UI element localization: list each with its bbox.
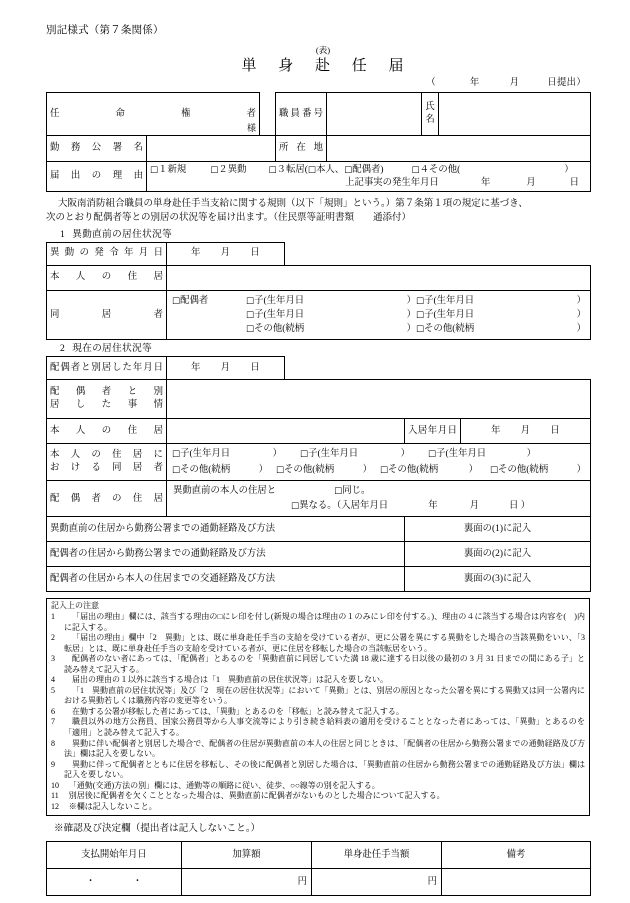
- column-header-remarks: 備考: [442, 842, 591, 869]
- section1-own-residence-label: 本 人 の 住 居: [47, 265, 167, 290]
- s2-other-2-close: ）: [362, 465, 372, 476]
- checkbox-reason-move[interactable]: □ ３転居(: [269, 165, 308, 175]
- separation-date-label: 配偶者と別居した年月日: [47, 357, 167, 380]
- note-number: 7: [51, 717, 55, 727]
- section2-cohabitant-label: [47, 444, 167, 481]
- separation-date-year: 年: [190, 362, 201, 373]
- title-block: [46, 45, 590, 75]
- order-date-month: 月: [220, 248, 231, 259]
- s2-child-3-close: ）: [526, 449, 536, 460]
- submit-month-label: 月: [509, 77, 520, 88]
- form-code: 別記様式（第７条関係）: [46, 25, 164, 36]
- cohabitant-label: 同 居 者: [47, 290, 167, 339]
- s2-child-1-close: ）: [272, 449, 282, 460]
- note-text: 職員以外の地方公務員、国家公務員等から人事交流等により引き続き給料表の適用を受けることとなった者にあっては、「異動」とあるのを「適用」と読み替えて記入する。: [64, 717, 585, 737]
- column-header-pay-start: 支払開始年月日: [47, 842, 182, 869]
- others-row: [170, 462, 587, 478]
- table-row: [47, 444, 591, 481]
- statement-line-1: 大阪南消防組合職員の単身赴任手当支給に関する規則（以下「規則」という。）第７条第１項の規定に基づき、: [58, 199, 528, 210]
- table-row: [47, 357, 591, 380]
- office-location-field[interactable]: [327, 135, 591, 161]
- table-header-row: [47, 842, 591, 869]
- confirm-table: [46, 841, 591, 896]
- list-item: [51, 686, 585, 707]
- s2-child-2-close: ）: [400, 449, 410, 460]
- spouse-residence-line1: [173, 484, 584, 499]
- note-number: 9: [51, 759, 55, 769]
- note-text: 別居後に配偶者を欠くこととなった場合は、異動直前に配偶者がないものとした場合について記入する。: [68, 791, 445, 801]
- checkbox-child-3[interactable]: □ 子(生年月日: [246, 310, 304, 320]
- checkbox-reason-move-self[interactable]: □ 本人、: [308, 165, 344, 175]
- other-1-close-paren: ）: [406, 323, 416, 334]
- route-value-3[interactable]: 裏面の(3)に記入: [405, 567, 591, 592]
- s2-other-4-close: ）: [576, 465, 586, 476]
- note-text: 在勤する公署が移転した者にあっては、「異動」とあるのを「移転」と読み替えて記入する。: [72, 706, 404, 716]
- checkbox-other-1[interactable]: □ その他(続柄: [246, 324, 304, 334]
- separation-date-month: 月: [220, 362, 231, 373]
- table-row: [47, 290, 591, 339]
- checkbox-child-1[interactable]: □ 子(生年月日: [246, 296, 304, 306]
- section1-number: 1: [60, 228, 66, 240]
- circumstances-label: [47, 380, 167, 419]
- s2-other-1-close: ）: [258, 465, 268, 476]
- separation-date-field[interactable]: [167, 357, 285, 380]
- circumstances-field[interactable]: [167, 380, 591, 419]
- notes-title: 記入上の注意: [51, 601, 99, 611]
- order-date-day: 日: [250, 248, 261, 259]
- list-item: [172, 322, 585, 336]
- section2-own-residence-field[interactable]: [167, 419, 405, 444]
- note-number: 12: [51, 801, 59, 811]
- checkbox-child-2[interactable]: □ 子(生年月日: [416, 296, 474, 306]
- employee-no-field[interactable]: [327, 93, 422, 136]
- table-row: [47, 380, 591, 419]
- route-label-1: 異動直前の住居から勤務公署までの通勤経路及び方法: [47, 517, 405, 542]
- office-location-label: 所 在 地: [276, 135, 327, 161]
- event-date-label: 上記事実の発生年月日: [345, 177, 439, 188]
- table-row: [47, 93, 591, 114]
- reason-cell: [147, 161, 591, 191]
- checkbox-s2-other-3[interactable]: □ その他(続柄: [380, 465, 438, 475]
- table-row: [47, 567, 591, 592]
- employee-no-label: 職員番号: [276, 93, 327, 136]
- section2-heading: [60, 343, 590, 355]
- section1-heading: [60, 229, 590, 241]
- confirm-heading: ※確認及び決定欄（提出者は記入しないこと。）: [54, 823, 261, 835]
- movein-date-field[interactable]: [461, 419, 591, 444]
- checkbox-s2-other-2[interactable]: □ その他(続柄: [276, 465, 334, 475]
- s2-other-3-close: ）: [468, 465, 478, 476]
- event-date-day: 日: [569, 177, 580, 188]
- list-item: [51, 612, 585, 633]
- list-item: [51, 633, 593, 654]
- section1-title: 異動直前の居住状況等: [72, 228, 173, 240]
- office-name-label: 勤 務 公 署 名: [47, 135, 147, 161]
- table-row: [47, 419, 591, 444]
- list-item: [51, 802, 585, 813]
- order-date-field[interactable]: [167, 242, 285, 265]
- note-number: 11: [51, 791, 59, 801]
- spouse-diff-year: 年: [428, 500, 438, 511]
- cell-addition-amount[interactable]: 円: [182, 869, 312, 896]
- route-value-1[interactable]: 裏面の(1)に記入: [405, 517, 591, 542]
- table-row: [47, 542, 591, 567]
- submit-year-label: 年: [469, 77, 480, 88]
- list-item: [51, 739, 585, 760]
- child-2-close-paren: ）: [576, 295, 586, 306]
- section2-own-residence-label: 本 人 の 住 居: [47, 419, 167, 444]
- list-item: [51, 781, 585, 792]
- reason-options-row: [150, 164, 587, 177]
- movein-year: 年: [490, 425, 501, 436]
- sama-suffix: 様: [247, 122, 257, 133]
- movein-month: 月: [520, 425, 531, 436]
- checkbox-reason-new[interactable]: □ １新規: [150, 165, 186, 175]
- note-text: 「届出の理由」欄中「2 異動」とは、既に単身赴任手当の支給を受けている者が、更に公署を異にする異動をした場合の当該異動をいい、「3 転居」とは、既に単身赴任手当の支給を受けている者が、更に住居を移転した場合の当該転居をいう。: [64, 633, 593, 653]
- section2-title: 現在の居住状況等: [72, 343, 153, 355]
- appointer-label: 任命権者: [50, 108, 257, 119]
- identification-table: [46, 92, 591, 192]
- children-row: [170, 446, 587, 462]
- note-text: 「届出の理由」欄には、該当する理由の□にレ印を付し(新規の場合は理由の１のみにレ印を付する。)、理由の４に該当する場合は内容を( )内に記入する。: [64, 611, 585, 632]
- note-number: 8: [51, 738, 55, 748]
- spouse-diff-month: 月: [469, 500, 479, 511]
- checkbox-reason-transfer[interactable]: □ ２異動: [210, 165, 246, 175]
- name-field[interactable]: [439, 93, 591, 136]
- statement-line-2: 次のとおり配偶者等との別居の状況等を届け出ます。（住民票等証明書類 通添付）: [46, 213, 411, 223]
- list-item: [172, 294, 585, 308]
- spouse-residence-cell: [167, 481, 591, 517]
- cohabitant-grid: [170, 293, 587, 337]
- route-label-3: 配偶者の住居から本人の住居までの交通経路及び方法: [47, 567, 405, 592]
- note-text: ※欄は記入しないこと。: [68, 801, 157, 811]
- checkbox-s2-child-2[interactable]: □ 子(生年月日: [300, 449, 358, 459]
- spouse-residence-lead: 異動直前の本人の住居と: [173, 486, 277, 497]
- note-number: 1: [51, 611, 55, 621]
- event-date-month: 月: [526, 177, 536, 188]
- checkbox-spouse[interactable]: □ 配偶者: [172, 294, 246, 308]
- child-3-close-paren: ）: [406, 309, 416, 320]
- appointer-cell: [47, 93, 260, 136]
- note-number: 4: [51, 675, 55, 685]
- checkbox-s2-other-1[interactable]: □ その他(続柄: [172, 465, 230, 475]
- spouse-residence-line2: [173, 499, 584, 514]
- notes-box: [46, 598, 593, 816]
- separation-date-day: 日: [250, 362, 261, 373]
- checkbox-other-2[interactable]: □ その他(続柄: [416, 324, 474, 334]
- circumstances-label-line1: 配 偶 者 と 別: [50, 387, 163, 398]
- order-date-year: 年: [190, 248, 201, 259]
- title-sub-label: (表): [315, 45, 331, 56]
- section1-table: [46, 242, 591, 340]
- checkbox-reason-other[interactable]: □ ４その他(: [412, 165, 461, 175]
- section2-cohabitant-label-line1: 本人の住居に: [50, 450, 163, 461]
- table-row: [47, 135, 591, 161]
- table-row: [47, 161, 591, 191]
- checkbox-s2-child-1[interactable]: □ 子(生年月日: [172, 449, 230, 459]
- list-item: [172, 308, 585, 322]
- statement-paragraph: [46, 198, 590, 226]
- spouse-residence-label: 配偶者の住居: [47, 481, 167, 517]
- note-number: 6: [51, 706, 55, 716]
- circumstances-label-line2: 居 し た 事 情: [50, 400, 163, 411]
- cell-allowance-amount[interactable]: 円: [312, 869, 442, 896]
- list-item: [51, 707, 585, 718]
- table-row: [47, 517, 591, 542]
- list-item: [51, 654, 585, 675]
- note-text: 「1 異動直前の居住状況等」及び「2 現在の居住状況等」において「異動」とは、別居の原因となった公署を異にする異動又は同一公署内における異動若しくは職務内容の変更等をいう。: [64, 685, 585, 706]
- child-1-close-paren: ）: [406, 295, 416, 306]
- note-number: 10: [51, 780, 59, 790]
- office-name-field[interactable]: [147, 135, 276, 161]
- section2-table: [46, 356, 591, 592]
- cohabitant-cell: [167, 290, 591, 339]
- list-item: [51, 791, 585, 802]
- note-text: 配偶者のない者にあっては、「配偶者」とあるのを「異動直前に同居していた満 18 歳に達する日以後の最初の 3 月 31 日までの間にある子」と読み替えて記入する。: [64, 654, 585, 674]
- submit-open-paren: （: [426, 77, 436, 88]
- list-item: [51, 760, 585, 781]
- table-row: [47, 265, 591, 290]
- cell-remarks[interactable]: [442, 869, 591, 896]
- note-text: 「通勤(交通)方法の別」欄には、通勤等の順路に従い、徒歩、○○線等の別を記入する。: [68, 780, 380, 790]
- checkbox-spouse-same[interactable]: □ 同じ。: [334, 486, 370, 496]
- table-row: [47, 869, 591, 896]
- submission-date-line: [46, 78, 590, 90]
- order-date-label: 異 動 の 発 令 年 月 日: [47, 242, 167, 265]
- note-text: 届出の理由の１以外に該当する場合は「1 異動直前の居住状況等」は記入を要しない。: [72, 675, 388, 685]
- note-text: 異動に伴って配偶者とともに住居を移転し、その後に配偶者と別居した場合は、「異動直前の住居から勤務公署までの通勤経路及び方法」欄は記入を要しない。: [64, 759, 585, 780]
- page-title: 単 身 赴 任 届: [241, 57, 413, 74]
- submit-day-label: 日提出）: [547, 77, 586, 88]
- movein-day: 日: [550, 425, 561, 436]
- route-value-2[interactable]: 裏面の(2)に記入: [405, 542, 591, 567]
- spouse-diff-day: 日 ）: [508, 500, 531, 511]
- note-number: 2: [51, 633, 55, 643]
- checkbox-s2-child-3[interactable]: □ 子(生年月日: [428, 449, 486, 459]
- note-number: 5: [51, 685, 55, 695]
- table-row: [47, 242, 591, 265]
- list-item: [51, 717, 585, 738]
- column-header-allowance: 単身赴任手当額: [312, 842, 442, 869]
- section1-own-residence-field[interactable]: [167, 265, 591, 290]
- checkbox-spouse-different[interactable]: □ 異なる。（入居年月日: [291, 501, 388, 511]
- note-number: 3: [51, 654, 55, 664]
- movein-date-label: 入居年月日: [405, 419, 461, 444]
- checkbox-child-4[interactable]: □ 子(生年月日: [416, 310, 474, 320]
- section2-cohabitant-cell: [167, 444, 591, 481]
- table-row: [47, 481, 591, 517]
- cell-pay-start-date[interactable]: ・ ・: [47, 869, 182, 896]
- checkbox-s2-other-4[interactable]: □ その他(続柄: [490, 465, 548, 475]
- spouse-residence-block: [170, 483, 587, 514]
- event-date-year: 年: [480, 177, 491, 188]
- child-4-close-paren: ）: [576, 309, 586, 320]
- section2-number: 2: [60, 343, 66, 355]
- checkbox-reason-move-spouse[interactable]: □ 配偶者): [344, 165, 383, 175]
- event-date-row: [150, 177, 587, 190]
- name-label: 氏 名: [422, 93, 439, 136]
- section2-cohabitant-label-line2: おける同居者: [50, 463, 163, 474]
- column-header-addition: 加算額: [182, 842, 312, 869]
- other-2-close-paren: ）: [576, 323, 586, 334]
- note-text: 異動に伴い配偶者と別居した場合で、配偶者の住居が異動直前の本人の住居と同じときは、「配偶者の住居から勤務公署までの通勤経路及び方法」欄は記入を要しない。: [64, 738, 585, 759]
- route-label-2: 配偶者の住居から勤務公署までの通勤経路及び方法: [47, 542, 405, 567]
- reason-other-close-paren: ）: [564, 164, 574, 175]
- list-item: [51, 675, 585, 686]
- reason-label: 届 出 の 理 由: [47, 161, 147, 191]
